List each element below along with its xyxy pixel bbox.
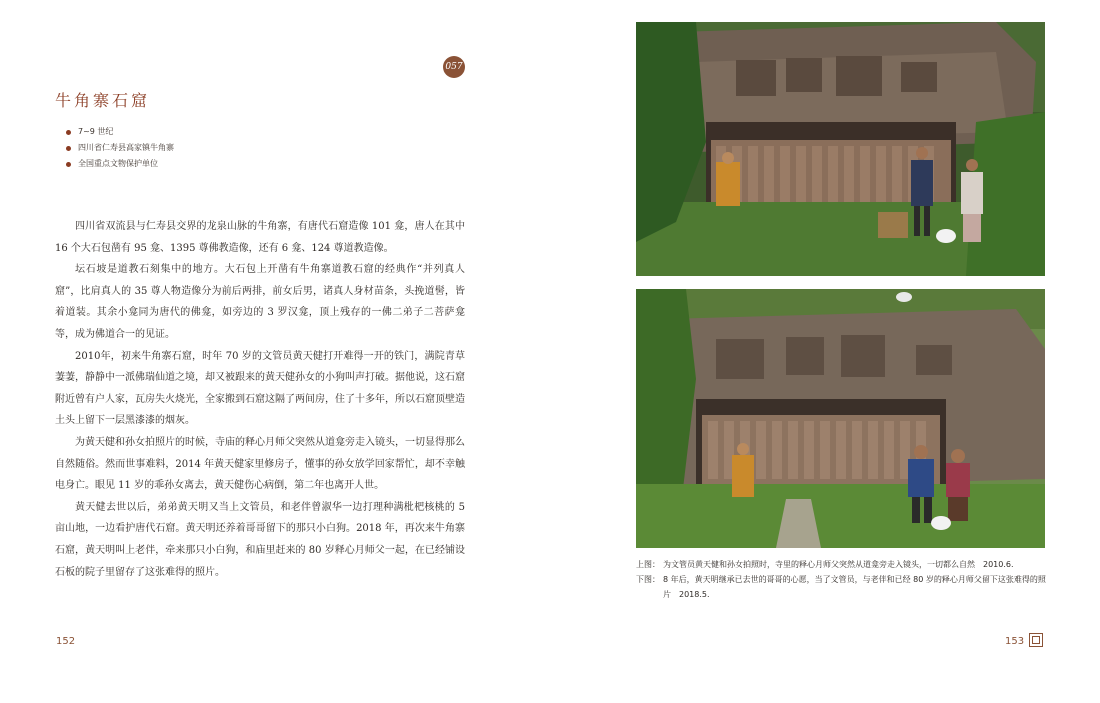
bullet-icon xyxy=(66,130,71,135)
bullet-icon xyxy=(66,146,71,151)
entry-number-badge: 057 xyxy=(443,56,465,78)
meta-item-location: 四川省仁寿县高家镇牛角寨 xyxy=(66,140,174,156)
caption-top xyxy=(636,557,1046,572)
caption-label: 下图： xyxy=(636,575,660,584)
paragraph: 黄天健去世以后，弟弟黄天明又当上文管员，和老伴曾淑华一边打理种满枇杷核桃的 5 亩山地，一边看护唐代石窟。黄天明还养着哥哥留下的那只小白狗。2018 年，再次来牛角寨石窟，黄天明叫上老伴，牵来那只小白狗，和庙里赶来的 80 岁释心月师父一起，在已经铺设石板的院子里留存了这张难得的照片。 xyxy=(55,501,465,578)
page-number-left: 152 xyxy=(56,636,76,647)
photo-bottom-grotto-2018 xyxy=(636,289,1045,548)
photo-top-image xyxy=(636,22,1045,276)
bullet-icon xyxy=(66,162,71,167)
caption-label: 上图： xyxy=(636,560,660,569)
seal-icon xyxy=(1029,633,1043,647)
meta-item-period: 7~9 世纪 xyxy=(66,124,174,140)
article-body xyxy=(55,216,465,583)
paragraph: 坛石坡是道教石刻集中的地方。大石包上开凿有牛角寨道教石窟的经典作“并列真人窟”，比肩真人的 35 尊人物造像分为前后两排，前女后男，诸真人身材苗条，头挽道髻，皆着道装。其余小龛同为唐代的佛龛，如旁边的 3 罗汉龛，顶上残存的一佛二弟子二菩萨龛等，成为佛道合一的见证。 xyxy=(55,264,465,340)
paragraph: 为黄天健和孙女拍照片的时候，寺庙的释心月师父突然从道龛旁走入镜头，一切显得那么自然随俗。然而世事难料，2014 年黄天健家里修房子，懂事的孙女放学回家帮忙，却不幸触电身亡。眼见 11 岁的乖孙女离去，黄天健伤心病倒，第二年也离开人世。 xyxy=(55,436,465,492)
caption-bottom xyxy=(636,572,1046,602)
page-title: 牛角寨石窟 xyxy=(55,91,151,110)
caption-text: 8 年后，黄天明继承已去世的哥哥的心愿，当了文管员，与老伴和已经 80 岁的释心月师父留下这张难得的照片 2018.5. xyxy=(663,575,1046,599)
paragraph: 四川省双流县与仁寿县交界的龙泉山脉的牛角寨，有唐代石窟造像 101 龛，唐人在其中 16 个大石包凿有 95 龛、1395 尊佛教造像，还有 6 龛、124 尊道教造像。 xyxy=(55,221,465,254)
photo-captions xyxy=(636,557,1046,602)
photo-top-grotto-2010 xyxy=(636,22,1045,276)
caption-text: 为文管员黄天健和孙女拍照时，寺里的释心月师父突然从道龛旁走入镜头，一切都么自然 2010.6. xyxy=(663,560,1014,569)
page-number-right: 153 xyxy=(1005,636,1025,647)
paragraph: 2010年，初来牛角寨石窟，时年 70 岁的文管员黄天健打开难得一开的铁门，满院青草萋萋，静静中一派佛瑞仙道之境，却又被跟来的黄天健孙女的小狗叫声打破。据他说，这石窟附近曾有户人家，瓦房失火烧光，全家搬到石窟这隔了两间房，住了十多年，所以石窟顶壁造土头上留下一层黑漆漆的烟灰。 xyxy=(55,350,465,427)
right-page xyxy=(550,0,1100,703)
photo-bottom-image xyxy=(636,289,1045,548)
meta-list xyxy=(66,124,174,172)
meta-item-status: 全国重点文物保护单位 xyxy=(66,156,174,172)
